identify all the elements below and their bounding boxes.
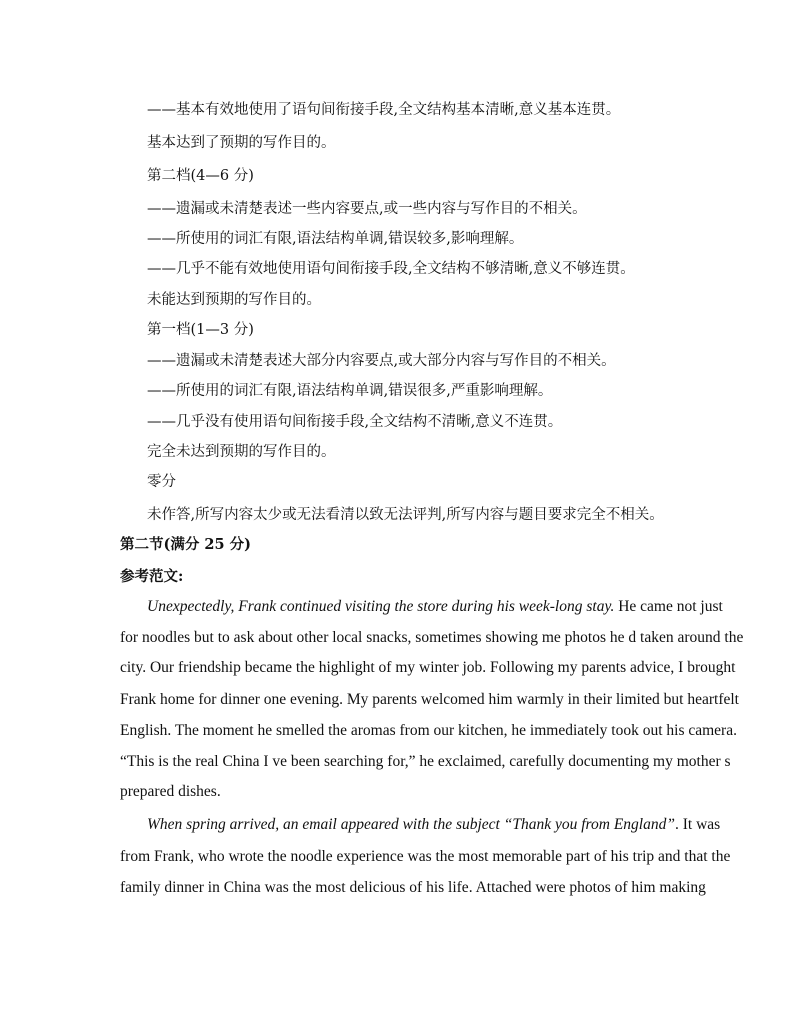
essay-line: prepared dishes. [120, 783, 221, 800]
tier1-heading: 第一档(1—3 分) [147, 322, 254, 338]
essay-line [147, 597, 723, 617]
tier2-item: ——遗漏或未清楚表述一些内容要点,或一些内容与写作目的不相关。 [147, 201, 587, 217]
criteria-summary: 基本达到了预期的写作目的。 [147, 135, 336, 151]
essay-lead-italic: Unexpectedly, Frank continued visiting the store during his week-long stay. [147, 598, 615, 615]
essay-line [147, 815, 720, 835]
essay-line: English. The moment he smelled the aromas from our kitchen, he immediately took out his camera. [120, 722, 737, 739]
essay-line: family dinner in China was the most delicious of his life. Attached were photos of him making [120, 879, 706, 896]
tier2-item: ——所使用的词汇有限,语法结构单调,错误较多,影响理解。 [147, 231, 524, 247]
essay-quote-italic: “Thank you from England” [499, 816, 675, 833]
tier1-item: ——所使用的词汇有限,语法结构单调,错误很多,严重影响理解。 [147, 383, 553, 399]
sample-label: 参考范文: [120, 568, 184, 585]
essay-line: Frank home for dinner one evening. My parents welcomed him warmly in their limited but heartfelt [120, 691, 739, 708]
essay-lead-italic: When spring arrived, an email appeared with the subject [147, 816, 500, 833]
tier1-item: ——遗漏或未清楚表述大部分内容要点,或大部分内容与写作目的不相关。 [147, 353, 616, 369]
essay-line: from Frank, who wrote the noodle experience was the most memorable part of his trip and that the [120, 848, 731, 865]
tier2-item: ——几乎不能有效地使用语句间衔接手段,全文结构不够清晰,意义不够连贯。 [147, 261, 635, 277]
tier2-heading: 第二档(4—6 分) [147, 168, 254, 184]
tier1-item: ——几乎没有使用语句间衔接手段,全文结构不清晰,意义不连贯。 [147, 414, 563, 430]
tier1-summary: 完全未达到预期的写作目的。 [147, 444, 336, 460]
essay-text: . It was [674, 816, 721, 833]
section-heading: 第二节(满分 25 分) [120, 536, 251, 553]
essay-line: “This is the real China I ve been searching for,” he exclaimed, carefully documenting my mother s [120, 753, 731, 770]
essay-line: city. Our friendship became the highlight of my winter job. Following my parents advice, I brought [120, 659, 736, 676]
essay-line: for noodles but to ask about other local snacks, sometimes showing me photos he d taken around the [120, 629, 744, 646]
essay-text: He came not just [614, 598, 723, 615]
tier0-text: 未作答,所写内容太少或无法看清以致无法评判,所写内容与题目要求完全不相关。 [147, 507, 664, 523]
tier0-heading: 零分 [147, 474, 176, 490]
tier2-summary: 未能达到预期的写作目的。 [147, 292, 321, 308]
criteria-line: ——基本有效地使用了语句间衔接手段,全文结构基本清晰,意义基本连贯。 [147, 102, 621, 118]
